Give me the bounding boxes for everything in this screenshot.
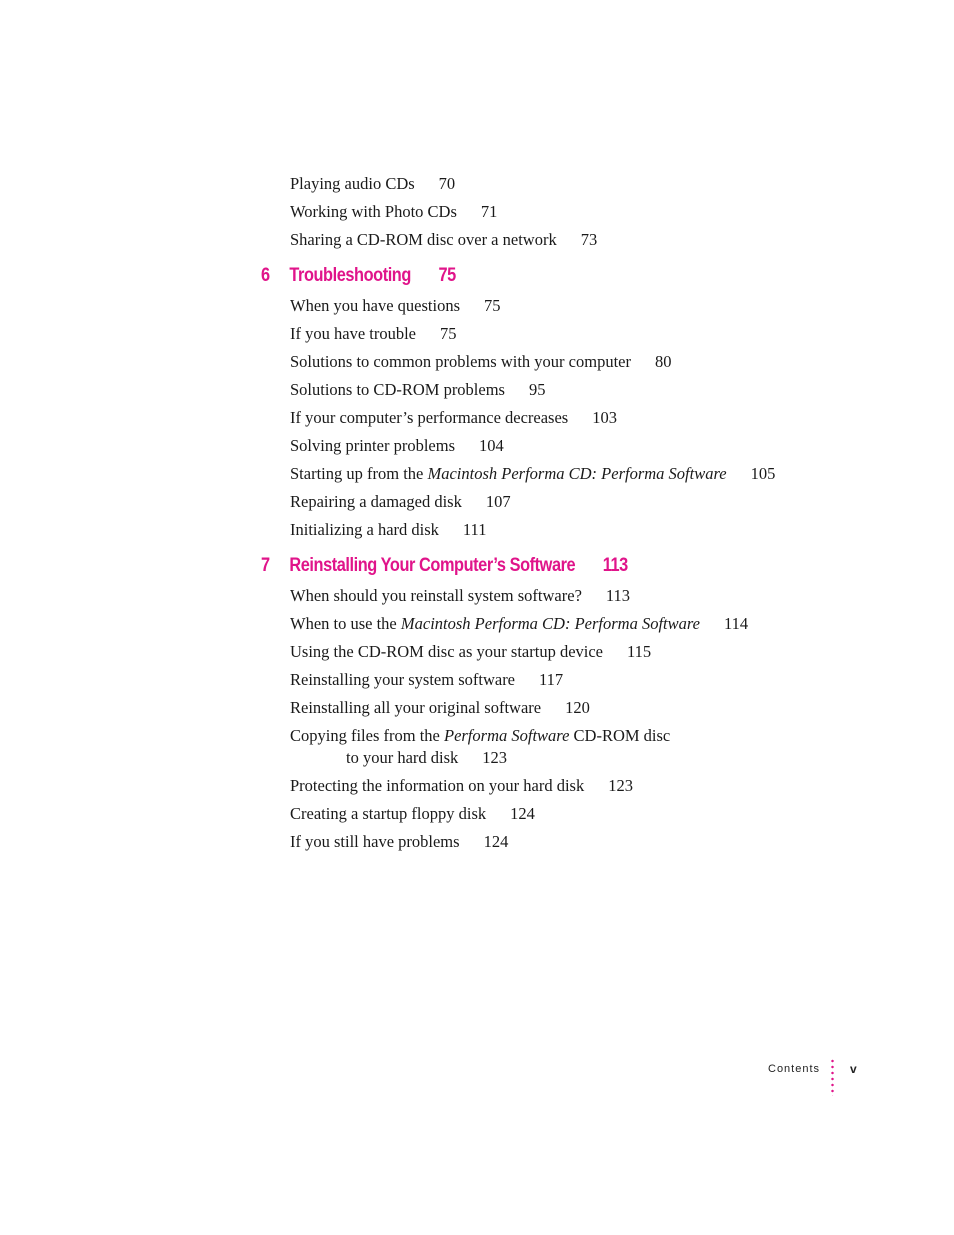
toc-entry[interactable] xyxy=(290,296,501,316)
chapter-heading-7[interactable] xyxy=(261,555,628,577)
toc-entry-title: Working with Photo CDs xyxy=(290,202,457,221)
toc-entry[interactable] xyxy=(290,464,775,484)
toc-entry[interactable] xyxy=(290,380,545,400)
toc-entry-title: If you still have problems xyxy=(290,832,460,851)
toc-entry[interactable] xyxy=(290,174,455,194)
toc-entry-page: 103 xyxy=(592,408,617,427)
toc-entry-title: Playing audio CDs xyxy=(290,174,415,193)
toc-entry[interactable] xyxy=(290,230,597,250)
toc-entry-title-suffix: CD-ROM disc xyxy=(569,726,671,745)
toc-entry-title: Solutions to CD-ROM problems xyxy=(290,380,505,399)
page-footer xyxy=(760,1058,870,1096)
toc-entry-title: Reinstalling your system software xyxy=(290,670,516,689)
toc-entry[interactable] xyxy=(290,520,486,540)
chapter-title: Reinstalling Your Computer’s Software xyxy=(289,555,576,576)
toc-entry-title: If your computer’s performance decreases xyxy=(290,408,569,427)
toc-entry-title-cont: to your hard disk xyxy=(346,748,459,767)
chapter-page: 75 xyxy=(438,265,456,286)
toc-entry[interactable] xyxy=(290,202,497,222)
toc-entry[interactable] xyxy=(290,324,457,344)
toc-entry[interactable] xyxy=(290,492,511,512)
toc-entry[interactable] xyxy=(290,670,563,690)
chapter-page: 113 xyxy=(602,555,628,576)
toc-entry-title: Protecting the information on your hard disk xyxy=(290,776,585,795)
toc-entry[interactable] xyxy=(290,726,670,768)
toc-entry[interactable] xyxy=(290,804,535,824)
toc-entry-page: 123 xyxy=(482,748,508,767)
toc-entry-title: Solving printer problems xyxy=(290,436,455,455)
toc-entry-title: If you have trouble xyxy=(290,324,416,343)
toc-entry-title-prefix: When to use the xyxy=(290,614,401,633)
toc-entry[interactable] xyxy=(290,642,651,662)
toc-entry-page: 75 xyxy=(484,296,501,315)
chapter-title: Troubleshooting xyxy=(289,265,411,286)
toc-entry-continuation xyxy=(290,748,670,768)
toc-entry-title: Reinstalling all your original software xyxy=(290,698,542,717)
toc-entry-title-prefix: Copying files from the xyxy=(290,726,444,745)
toc-entry-page: 120 xyxy=(565,698,590,717)
chapter-heading-6[interactable] xyxy=(261,265,456,287)
toc-entry[interactable] xyxy=(290,614,748,634)
footer-page-number: v xyxy=(850,1062,857,1076)
toc-entry-title: Creating a startup floppy disk xyxy=(290,804,487,823)
toc-entry-title-italic: Macintosh Performa CD: Performa Software xyxy=(427,464,727,483)
toc-entry-title: Repairing a damaged disk xyxy=(290,492,462,511)
toc-entry[interactable] xyxy=(290,776,633,796)
toc-entry-page: 71 xyxy=(480,202,498,221)
toc-entry-page: 111 xyxy=(462,520,487,539)
toc-entry-title: Solutions to common problems with your computer xyxy=(290,352,631,371)
toc-entry-page: 80 xyxy=(654,352,672,371)
toc-entry[interactable] xyxy=(290,698,590,718)
footer-section-label: Contents xyxy=(768,1063,821,1075)
toc-entry-page: 113 xyxy=(605,586,631,605)
toc-entry-page: 107 xyxy=(485,492,511,511)
toc-entry-page: 115 xyxy=(627,642,652,661)
toc-entry-title: When should you reinstall system software? xyxy=(290,586,582,605)
toc-entry-page: 73 xyxy=(580,230,598,249)
toc-entry-page: 105 xyxy=(750,464,776,483)
toc-entry[interactable] xyxy=(290,436,504,456)
chapter-number: 6 xyxy=(261,265,270,286)
toc-entry[interactable] xyxy=(290,586,630,606)
toc-entry-page: 104 xyxy=(478,436,504,455)
toc-entry-title: Using the CD-ROM disc as your startup device xyxy=(290,642,603,661)
toc-entry[interactable] xyxy=(290,408,617,428)
toc-entry-page: 95 xyxy=(528,380,546,399)
toc-entry-page: 124 xyxy=(483,832,509,851)
dotted-divider xyxy=(831,1058,834,1096)
toc-entry-title: Sharing a CD-ROM disc over a network xyxy=(290,230,557,249)
toc-entry[interactable] xyxy=(290,832,508,852)
toc-entry-page: 117 xyxy=(539,670,564,689)
toc-entry-page: 70 xyxy=(438,174,456,193)
toc-entry-page: 124 xyxy=(510,804,535,823)
toc-entry-page: 123 xyxy=(608,776,633,795)
toc-entry-page: 75 xyxy=(440,324,457,343)
toc-entry[interactable] xyxy=(290,352,671,372)
toc-entry-title-italic: Performa Software xyxy=(443,726,570,745)
toc-entry-page: 114 xyxy=(724,614,749,633)
toc-entry-title-italic: Macintosh Performa CD: Performa Software xyxy=(400,614,701,633)
toc-entry-title: Initializing a hard disk xyxy=(290,520,439,539)
toc-entry-title-prefix: Starting up from the xyxy=(290,464,428,483)
chapter-number: 7 xyxy=(261,555,270,576)
toc-entry-title: When you have questions xyxy=(290,296,461,315)
